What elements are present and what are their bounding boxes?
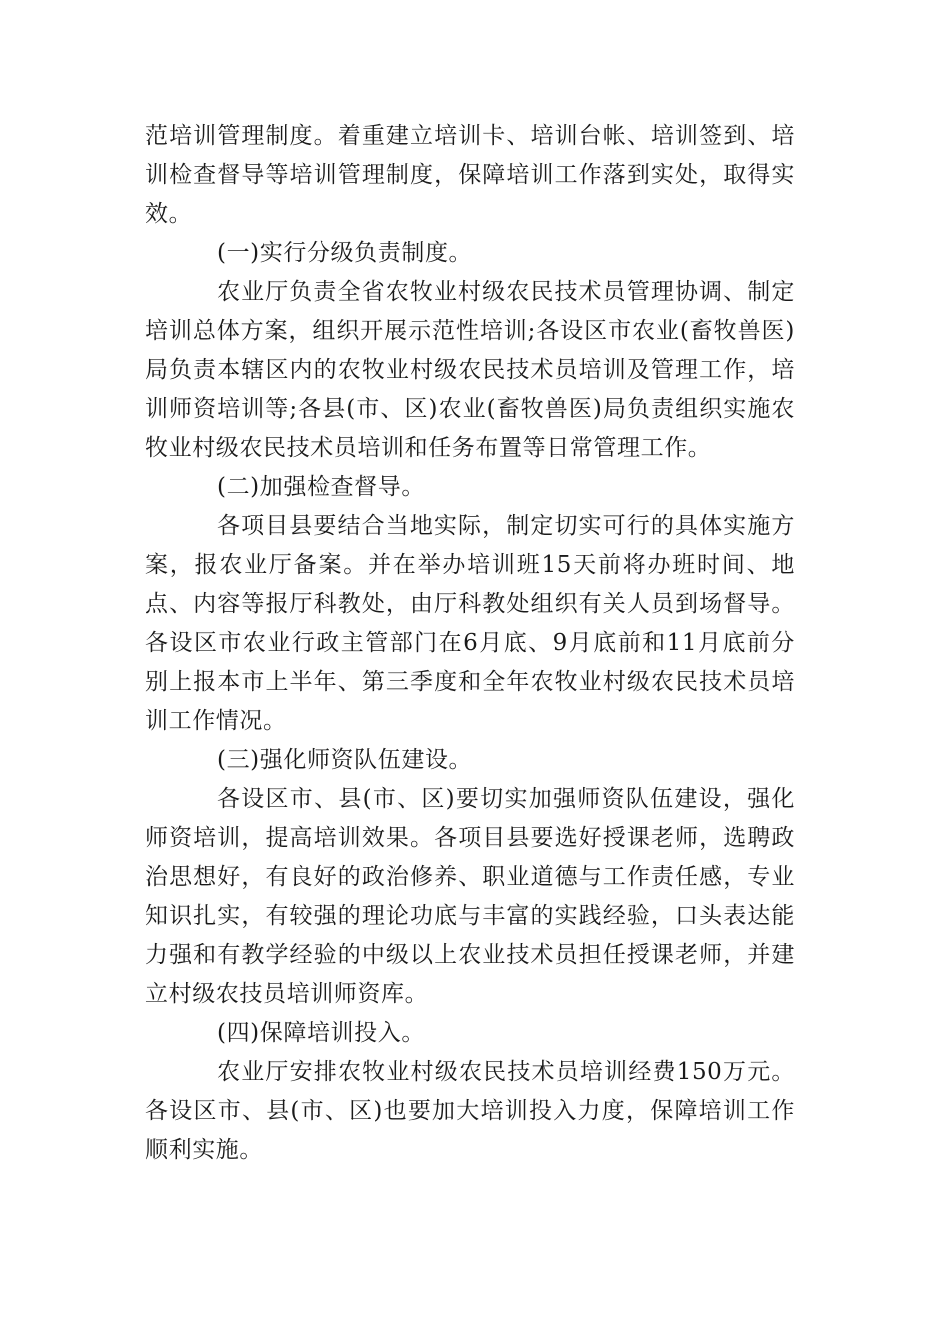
section-heading-2: (二)加强检查督导。 [217,474,425,500]
paragraph-teachers: 各设区市、县(市、区)要切实加强师资队伍建设，强化师资培训，提高培训效果。各项目县要选好授课老师，选聘政治思想好，有良好的政治修养、职业道德与工作责任感，专业知识扎实，有较强的理论功底与丰富的实践经验，口头表达能力强和有教学经验的中级以上农业技术员担任授课老师，并建立村级农技员培训师资库。 [145,786,795,1007]
section-heading-4: (四)保障培训投入。 [217,1020,425,1046]
paragraph-inspection: 各项目县要结合当地实际，制定切实可行的具体实施方案，报农业厅备案。并在举办培训班15天前将办班时间、地点、内容等报厅科教处，由厅科教处组织有关人员到场督导。各设区市农业行政主管部门在6月底、9月底前和11月底前分别上报本市上半年、第三季度和全年农牧业村级农民技术员培训工作情况。 [145,513,795,734]
paragraph-investment: 农业厅安排农牧业村级农民技术员培训经费150万元。各设区市、县(市、区)也要加大培训投入力度，保障培训工作顺利实施。 [145,1059,795,1163]
paragraph-responsibility: 农业厅负责全省农牧业村级农民技术员管理协调、制定培训总体方案，组织开展示范性培训;各设区市农业(畜牧兽医)局负责本辖区内的农牧业村级农民技术员培训及管理工作，培训师资培训等;各县(市、区)农业(畜牧兽医)局负责组织实施农牧业村级农民技术员培训和任务布置等日常管理工作。 [145,279,795,461]
document-body [145,117,795,1170]
section-heading-1: (一)实行分级负责制度。 [217,240,473,266]
paragraph-continuation: 范培训管理制度。着重建立培训卡、培训台帐、培训签到、培训检查督导等培训管理制度，保障培训工作落到实处，取得实效。 [145,123,795,227]
section-heading-3: (三)强化师资队伍建设。 [217,747,473,773]
